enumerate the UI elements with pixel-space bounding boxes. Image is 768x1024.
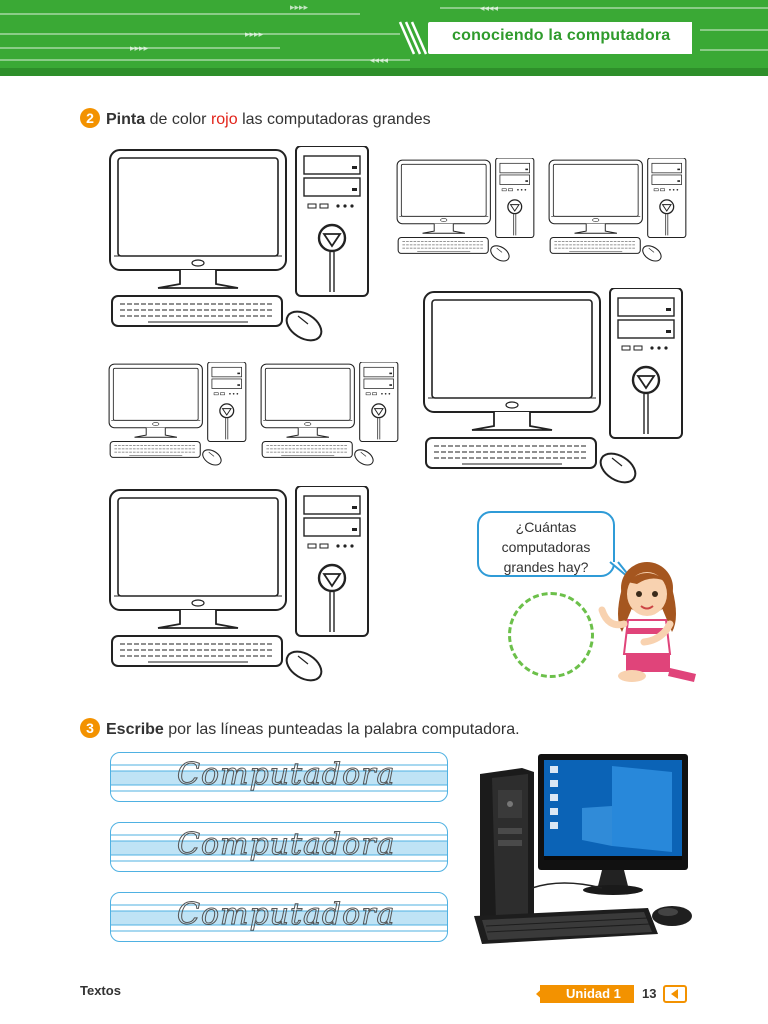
section-number-badge: 2 bbox=[80, 108, 100, 128]
trace-word: Computadora bbox=[177, 897, 396, 932]
svg-text:▸▸▸▸: ▸▸▸▸ bbox=[130, 44, 149, 54]
desktop-computer-photo bbox=[462, 748, 702, 958]
trace-box-3[interactable] bbox=[110, 892, 448, 942]
question-line: grandes hay? bbox=[503, 559, 589, 575]
computer-large-3 bbox=[108, 486, 372, 686]
answer-circle[interactable] bbox=[508, 592, 594, 678]
svg-text:▸▸▸▸: ▸▸▸▸ bbox=[290, 3, 309, 13]
computer-small-3 bbox=[108, 362, 248, 468]
computer-large-1 bbox=[108, 146, 372, 346]
question-line: ¿Cuántas bbox=[515, 519, 577, 535]
instruction-verb: Pinta bbox=[106, 111, 146, 128]
trace-box-1[interactable] bbox=[110, 752, 448, 802]
unit-tab-chevron bbox=[532, 985, 546, 1003]
instruction-text: las computadoras grandes bbox=[237, 111, 431, 128]
page-title: conociendo la computadora bbox=[452, 27, 671, 44]
svg-text:▸▸▸▸: ▸▸▸▸ bbox=[245, 30, 264, 40]
trace-word: Computadora bbox=[177, 757, 396, 792]
section-3-heading bbox=[80, 718, 520, 739]
back-arrow-icon[interactable] bbox=[663, 985, 687, 1003]
computer-large-2 bbox=[422, 288, 686, 488]
instruction-verb: Escribe bbox=[106, 721, 164, 738]
section-2-heading bbox=[80, 108, 431, 129]
footer-textos-label: Textos bbox=[80, 983, 121, 998]
trace-word: Computadora bbox=[177, 827, 396, 862]
svg-text:◂◂◂◂: ◂◂◂◂ bbox=[480, 4, 499, 14]
section-number-badge: 3 bbox=[80, 718, 100, 738]
question-line: computadoras bbox=[501, 539, 591, 555]
svg-text:◂◂◂◂: ◂◂◂◂ bbox=[370, 56, 389, 66]
trace-box-2[interactable] bbox=[110, 822, 448, 872]
computer-small-1 bbox=[396, 158, 536, 264]
computer-small-4 bbox=[260, 362, 400, 468]
unit-label: Unidad 1 bbox=[566, 986, 621, 1001]
instruction-text: de color bbox=[145, 111, 211, 128]
computer-small-2 bbox=[548, 158, 688, 264]
girl-illustration bbox=[592, 558, 702, 690]
instruction-text: por las líneas punteadas la palabra computadora. bbox=[163, 721, 520, 738]
back-arrow-glyph bbox=[665, 987, 685, 1001]
page-number: 13 bbox=[642, 986, 657, 1001]
instruction-color-word: rojo bbox=[210, 111, 238, 128]
